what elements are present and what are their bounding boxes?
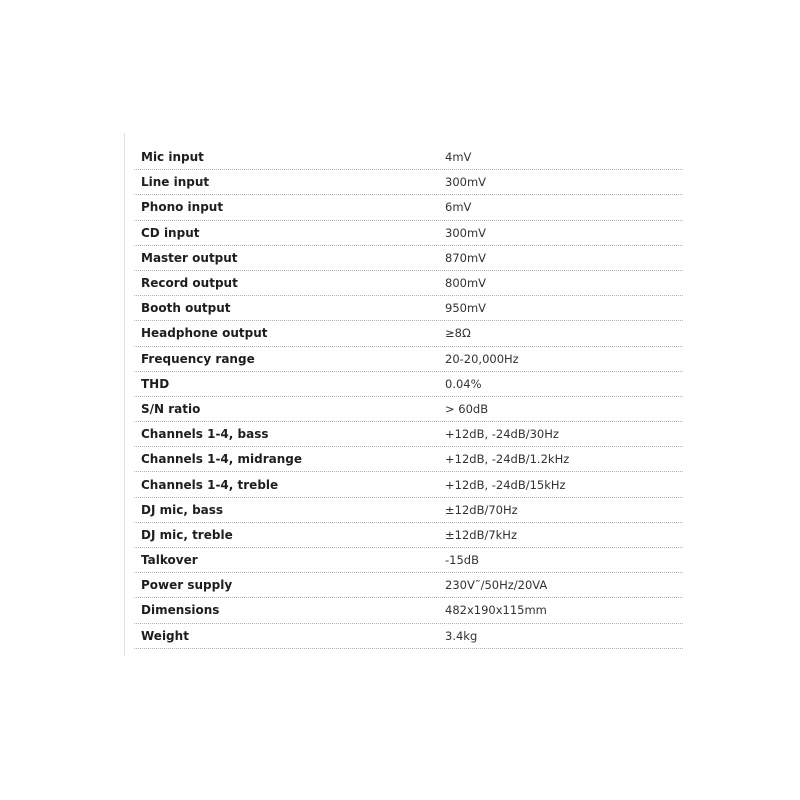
table-row <box>134 296 683 321</box>
spec-label: DJ mic, treble <box>141 527 233 542</box>
spec-label: Channels 1-4, treble <box>141 477 279 492</box>
spec-label: Frequency range <box>141 351 255 366</box>
spec-label: Talkover <box>141 553 198 568</box>
table-row <box>134 523 683 548</box>
table-row <box>134 195 683 220</box>
spec-label: Headphone output <box>141 326 268 341</box>
spec-value: 950mV <box>445 301 487 316</box>
spec-label: Weight <box>141 628 189 643</box>
table-row <box>134 397 683 422</box>
spec-label: Channels 1-4, midrange <box>141 452 303 467</box>
spec-label: Master output <box>141 250 238 265</box>
spec-value: 870mV <box>445 250 487 265</box>
spec-label: Phono input <box>141 200 224 215</box>
spec-value: > 60dB <box>445 401 489 416</box>
spec-label: Booth output <box>141 301 231 316</box>
table-row <box>134 246 683 271</box>
spec-label: Dimensions <box>141 603 220 618</box>
table-row <box>134 447 683 472</box>
spec-label: THD <box>141 376 170 391</box>
spec-value: +12dB, -24dB/1.2kHz <box>445 452 570 467</box>
table-row <box>134 170 683 195</box>
spec-label: Line input <box>141 175 210 190</box>
table-row <box>134 573 683 598</box>
table-row <box>134 422 683 447</box>
spec-value: 20-20,000Hz <box>445 351 519 366</box>
spec-value: 800mV <box>445 276 487 291</box>
spec-value: 230V˜/50Hz/20VA <box>445 578 548 593</box>
table-row <box>134 271 683 296</box>
spec-label: Mic input <box>141 150 204 165</box>
spec-value: 300mV <box>445 225 487 240</box>
table-row <box>134 498 683 523</box>
table-row <box>134 221 683 246</box>
table-row <box>134 347 683 372</box>
spec-value: 4mV <box>445 150 472 165</box>
spec-table <box>134 145 683 649</box>
spec-value: 482x190x115mm <box>445 603 547 618</box>
table-row <box>134 472 683 497</box>
spec-value: ±12dB/7kHz <box>445 527 517 542</box>
table-row <box>134 321 683 346</box>
spec-label: CD input <box>141 225 200 240</box>
spec-label: Power supply <box>141 578 233 593</box>
spec-value: 6mV <box>445 200 472 215</box>
table-left-border <box>124 133 125 656</box>
spec-value: ±12dB/70Hz <box>445 502 518 517</box>
table-row <box>134 624 683 649</box>
spec-value: +12dB, -24dB/15kHz <box>445 477 566 492</box>
table-row <box>134 548 683 573</box>
spec-value: 3.4kg <box>445 628 478 643</box>
table-row <box>134 598 683 623</box>
table-row <box>134 145 683 170</box>
spec-value: -15dB <box>445 553 479 568</box>
spec-label: Channels 1-4, bass <box>141 427 269 442</box>
spec-value: 0.04% <box>445 376 482 391</box>
table-row <box>134 372 683 397</box>
spec-value: ≥8Ω <box>445 326 471 341</box>
spec-label: DJ mic, bass <box>141 502 224 517</box>
spec-label: Record output <box>141 276 238 291</box>
spec-value: +12dB, -24dB/30Hz <box>445 427 559 442</box>
spec-label: S/N ratio <box>141 401 201 416</box>
spec-value: 300mV <box>445 175 487 190</box>
